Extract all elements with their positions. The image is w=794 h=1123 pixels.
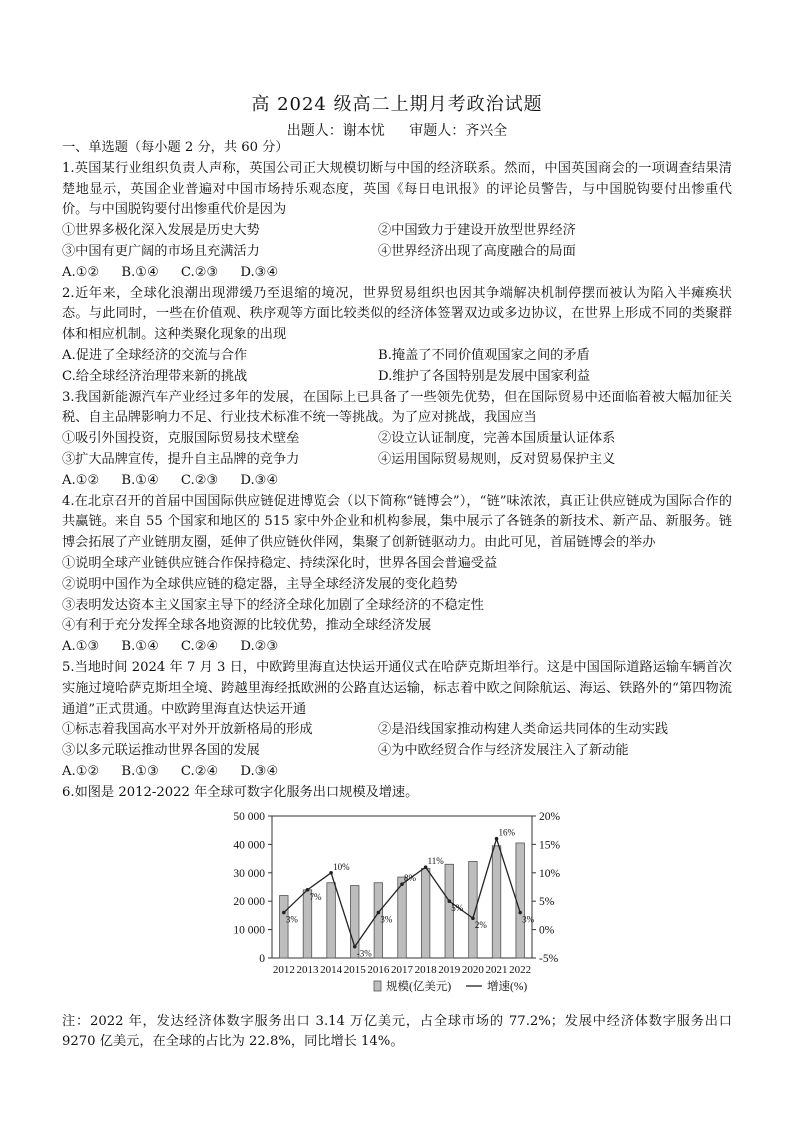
answer-choice: D.③④ [240, 763, 279, 779]
bar [398, 877, 407, 958]
option-item: ③扩大品牌宣传，提升自主品牌的竞争力 [62, 451, 300, 467]
author: 出题人：谢本忧 [286, 123, 385, 139]
point-label: 3% [522, 914, 535, 925]
left-tick-label: 40 000 [233, 838, 265, 851]
x-tick-label: 2017 [391, 963, 413, 976]
statement-line: ③表明发达资本主义国家主导下的经济全球化加剧了全球经济的不稳定性 [62, 597, 484, 613]
question-4 [62, 492, 732, 658]
point-label: 10% [333, 861, 350, 872]
answer-choice: B.①④ [121, 264, 159, 280]
legend-bar-label: 规模(亿美元) [386, 980, 452, 993]
option-item: A.促进了全球经济的交流与合作 [62, 347, 248, 363]
question-stem: 2.近年来，全球化浪潮出现滞缓乃至退缩的境况，世界贸易组织也因其争端解决机制停摆而被认为陷入半瘫痪状态。与此同时，一些在价值观、秩序观等方面比较类似的经济体签署双边或多边协议，在世界上形成不同的类聚群体和相应机制。这种类聚化现象的出现 [62, 285, 732, 343]
page-title: 高 2024 级高二上期月考政治试题 [251, 94, 543, 115]
left-tick-label: 20 000 [233, 895, 265, 908]
point-label: 3% [285, 914, 298, 925]
point-label: 5% [451, 902, 464, 913]
x-tick-label: 2013 [296, 963, 319, 976]
answer-choice: A.①③ [62, 639, 100, 655]
right-tick-label: 15% [539, 838, 561, 851]
option-grid [62, 720, 732, 762]
answer-choices [62, 263, 732, 284]
x-tick-label: 2015 [343, 963, 366, 976]
option-item: ①标志着我国高水平对外开放新格局的形成 [62, 722, 313, 738]
section-heading: 一、单选题（每小题 2 分，共 60 分） [62, 140, 289, 155]
answer-choice: B.①④ [121, 639, 159, 655]
statement-line: ④有利于充分发挥全球各地资源的比较优势，推动全球经济发展 [62, 618, 432, 634]
bar [492, 845, 501, 957]
question-list [62, 138, 732, 1053]
bar [280, 895, 289, 957]
reviewer: 审题人：齐兴全 [409, 123, 508, 139]
question-stem: 1.英国某行业组织负责人声称，英国公司正大规模切断与中国的经济联系。然而，中国英国商会的一项调查结果清楚地显示，英国企业普遍对中国市场持乐观态度，英国《每日电讯报》的评论员警告，与中国脱钩要付出惨重代价。与中国脱钩要付出惨重代价是因为 [62, 160, 732, 218]
option-item: ①吸引外国投资，克服国际贸易技术壁垒 [62, 431, 300, 447]
option-item: D.维护了各国特别是发展中国家利益 [378, 368, 591, 384]
chart-note [62, 1012, 732, 1054]
option-item: ③中国有更广阔的市场且充满活力 [62, 243, 260, 259]
question-1 [62, 159, 732, 284]
x-tick-label: 2021 [485, 963, 508, 976]
right-tick-label: -5% [539, 952, 559, 965]
x-tick-label: 2022 [509, 963, 532, 976]
bar [516, 842, 525, 957]
legend-line-label: 增速(%) [487, 980, 528, 993]
x-tick-label: 2012 [272, 963, 295, 976]
question-3 [62, 388, 732, 492]
answer-choice: B.①③ [121, 763, 159, 779]
answer-choice: C.②④ [180, 763, 219, 779]
option-item: ②设立认证制度，完善本国质量认证体系 [378, 431, 616, 447]
point-label: 3% [380, 914, 393, 925]
left-tick-label: 50 000 [233, 810, 265, 823]
left-tick-label: 30 000 [233, 867, 265, 880]
answer-choice: A.①② [62, 264, 100, 280]
question-stem: 4.在北京召开的首届中国国际供应链促进博览会（以下简称“链博会”），“链”味浓浓，真正让供应链成为国际合作的共赢链。来自 55 个国家和地区的 515 家中外企业和机构参展，集中展示了各链条的新技术、新产品、新服务。链博会拓展了产业链朋友圈，延伸了供应链伙伴网，集聚了创新链驱动力。由此可见，首届链博会的举办 [62, 493, 732, 551]
question-stem: 5.当地时间 2024 年 7 月 3 日，中欧跨里海直达快运开通仪式在哈萨克斯坦举行。这是中国国际道路运输车辆首次实施过境哈萨克斯坦全境、跨越里海经抵欧洲的公路直达运输，标志着中欧之间除航运、海运、铁路外的“第四物流通道”正式贯通。中欧跨里海直达快运开通 [62, 659, 732, 717]
answer-choice: D.③④ [240, 472, 279, 488]
option-item: ④运用国际贸易规则，反对贸易保护主义 [378, 451, 616, 467]
answer-choice: C.②③ [180, 472, 219, 488]
option-item: ③以多元联运推动世界各国的发展 [62, 743, 260, 759]
option-grid [62, 221, 732, 263]
bar [327, 882, 336, 957]
answer-choice: D.②③ [240, 639, 279, 655]
right-tick-label: 20% [539, 810, 561, 823]
right-tick-label: 10% [539, 867, 561, 880]
option-item: B.掩盖了不同价值观国家之间的矛盾 [378, 347, 590, 363]
point-label: 16% [498, 827, 516, 838]
chart-container [62, 806, 732, 1012]
legend-bar-swatch [374, 981, 381, 991]
option-item: ④世界经济出现了高度融合的局面 [378, 243, 576, 259]
x-tick-label: 2018 [414, 963, 437, 976]
question-2 [62, 284, 732, 388]
left-tick-label: 0 [259, 952, 265, 965]
export-chart [62, 806, 732, 1012]
answer-choice: A.①② [62, 472, 100, 488]
right-tick-label: 0% [539, 924, 555, 937]
x-tick-label: 2020 [461, 963, 484, 976]
answer-choices [62, 762, 732, 783]
answer-choice: C.②③ [180, 264, 219, 280]
left-tick-label: 10 000 [233, 924, 265, 937]
option-grid [62, 429, 732, 471]
question-6 [62, 783, 732, 1053]
option-item: C.给全球经济治理带来新的挑战 [62, 368, 248, 384]
x-tick-label: 2019 [438, 963, 461, 976]
option-grid [62, 346, 732, 388]
statement-line: ①说明全球产业链供应链合作保持稳定、持续深化时，世界各国会普遍受益 [62, 555, 498, 571]
x-tick-label: 2016 [367, 963, 390, 976]
point-label: 8% [404, 872, 416, 883]
answer-choices [62, 637, 732, 658]
option-item: ②是沿线国家推动构建人类命运共同体的生动实践 [378, 722, 669, 738]
question-5 [62, 658, 732, 783]
answer-choice: A.①② [62, 763, 100, 779]
x-tick-label: 2014 [320, 963, 343, 976]
point-label: 2% [474, 919, 487, 930]
answer-choice: B.①④ [121, 472, 159, 488]
right-tick-label: 5% [539, 895, 555, 908]
author-line [0, 120, 794, 140]
question-stem: 3.我国新能源汽车产业经过多年的发展，在国际上已具备了一些领先优势，但在国际贸易中还面临着被大幅加征关税、自主品牌影响力不足、行业技术标准不统一等挑战。为了应对挑战，我国应当 [62, 389, 732, 426]
option-item: ①世界多极化深入发展是历史大势 [62, 223, 260, 239]
bar [421, 868, 430, 957]
question-stem: 6.如图是 2012-2022 年全球可数字化服务出口规模及增速。 [62, 784, 419, 800]
point-label: 11% [427, 855, 444, 866]
note-text: 注：2022 年，发达经济体数字服务出口 3.14 万亿美元，占全球市场的 77.2%；发展中经济体数字服务出口 9270 亿美元，在全球的占比为 22.8%，同比增长 14%。 [62, 1013, 732, 1050]
answer-choices [62, 471, 732, 492]
option-item: ②中国致力于建设开放型世界经济 [378, 223, 576, 239]
point-label: -3% [356, 948, 372, 959]
answer-choice: C.②④ [180, 639, 219, 655]
point-label: 7% [309, 891, 322, 902]
statement-line: ②说明中国作为全球供应链的稳定器，主导全球经济发展的变化趋势 [62, 576, 458, 592]
answer-choice: D.③④ [240, 264, 279, 280]
option-item: ④为中欧经贸合作与经济发展注入了新动能 [378, 743, 629, 759]
